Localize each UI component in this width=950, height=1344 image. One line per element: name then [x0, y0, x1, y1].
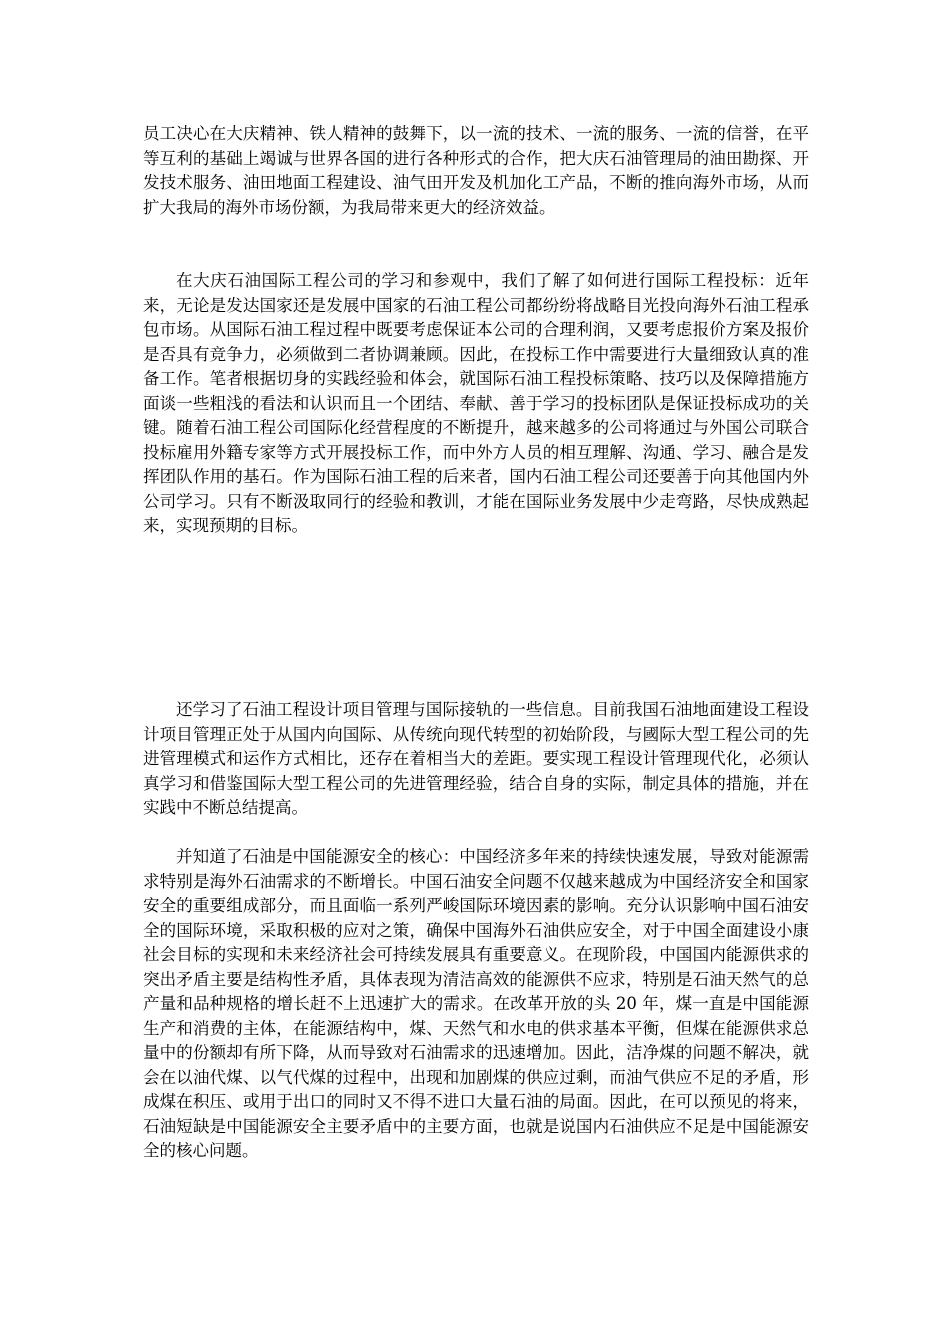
paragraph-3: 还学习了石油工程设计项目管理与国际接轨的一些信息。目前我国石油地面建设工程设计项目管理正处于从国内向国际、从传统向现代转型的初始阶段，与國际大型工程公司的先进管理模式和运作方式相比，还存在着相当大的差距。要实现工程设计管理现代化，必须认真学习和借鉴国际大型工程公司的先进管理经验，结合自身的实际，制定具体的措施，并在实践中不断总结提高。	[143, 700, 809, 817]
paragraph-1: 员工决心在大庆精神、铁人精神的鼓舞下，以一流的技术、一流的服务、一流的信誉，在平等互利的基础上竭诚与世界各国的进行各种形式的合作，把大庆石油管理局的油田勘探、开发技术服务、油田地面工程建设、油气田开发及机加化工产品，不断的推向海外市场，从而扩大我局的海外市场份额，为我局带来更大的经济效益。	[143, 124, 809, 217]
paragraph-2: 在大庆石油国际工程公司的学习和参观中，我们了解了如何进行国际工程投标：近年来，无论是发达国家还是发展中国家的石油工程公司都纷纷将战略目光投向海外石油工程承包市场。从国际石油工程过程中既要考虑保证本公司的合理利润，又要考虑报价方案及报价是否具有竞争力，必须做到二者协调兼顾。因此，在投标工作中需要进行大量细致认真的准备工作。笔者根据切身的实践经验和体会，就国际石油工程投标策略、技巧以及保障措施方面谈一些粗浅的看法和认识而且一个团结、奉献、善于学习的投标团队是保证投标成功的关键。随着石油工程公司国际化经营程度的不断提升，越来越多的公司将通过与外国公司联合投标雇用外籍专家等方式开展投标工作，而中外方人员的相互理解、沟通、学习、融合是发挥团队作用的基石。作为国际石油工程的后来者，国内石油工程公司还要善于向其他国内外公司学习。只有不断汲取同行的经验和教训，才能在国际业务发展中少走弯路，尽快成熟起来，实现预期的目标。	[143, 271, 809, 535]
paragraph-4: 并知道了石油是中国能源安全的核心：中国经济多年来的持续快速发展，导致对能源需求特别是海外石油需求的不断增长。中国石油安全问题不仅越来越成为中国经济安全和国家安全的重要组成部分，而且面临一系列严峻国际环境因素的影响。充分认识影响中国石油安全的国际环境，采取积极的应对之策，确保中国海外石油供应安全，对于中国全面建设小康社会目标的实现和未来经济社会可持续发展具有重要意义。在现阶段，中国国内能源供求的突出矛盾主要是结构性矛盾，具体表现为清洁高效的能源供不应求，特别是石油天然气的总产量和品种规格的增长赶不上迅速扩大的需求。在改革开放的头 20 年，煤一直是中国能源生产和消费的主体，在能源结构中，煤、天然气和水电的供求基本平衡，但煤在能源供求总量中的份额却有所下降，从而导致对石油需求的迅速增加。因此，洁净煤的问题不解决，就会在以油代煤、以气代煤的过程中，出现和加剧煤的供应过剩，而油气供应不足的矛盾，形成煤在积压、或用于出口的同时又不得不进口大量石油的局面。因此，在可以预见的将来，石油短缺是中国能源安全主要矛盾中的主要方面，也就是说国内石油供应不足是中国能源安全的核心问题。	[143, 847, 809, 1160]
